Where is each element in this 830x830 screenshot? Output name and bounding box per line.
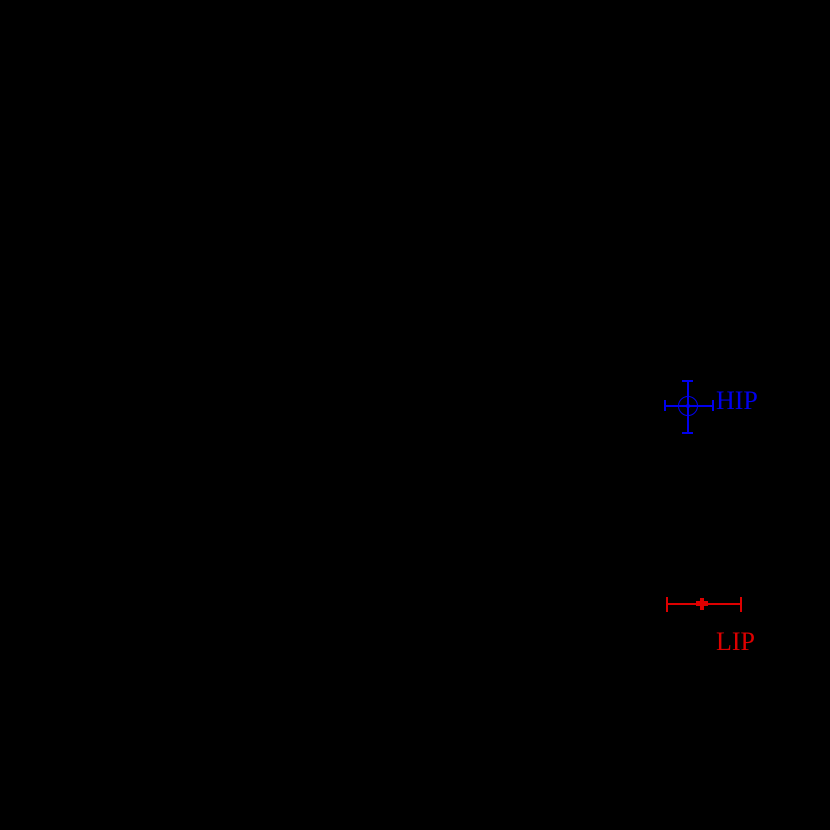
hip-errorbar-cap-bottom — [682, 432, 693, 434]
lip-errorbar-cap-left — [666, 597, 668, 612]
hip-errorbar-cap-left — [664, 400, 666, 411]
lip-center-marker-vertical — [700, 598, 704, 610]
hip-label: HIP — [716, 386, 758, 415]
lip-marker — [660, 590, 750, 620]
hip-errorbar-cap-right — [712, 400, 714, 411]
hip-center-dot — [686, 404, 690, 408]
hip-errorbar-cap-top — [682, 380, 693, 382]
lip-label: LIP — [716, 627, 755, 656]
lip-errorbar-cap-right — [740, 597, 742, 612]
hip-marker — [660, 378, 718, 436]
